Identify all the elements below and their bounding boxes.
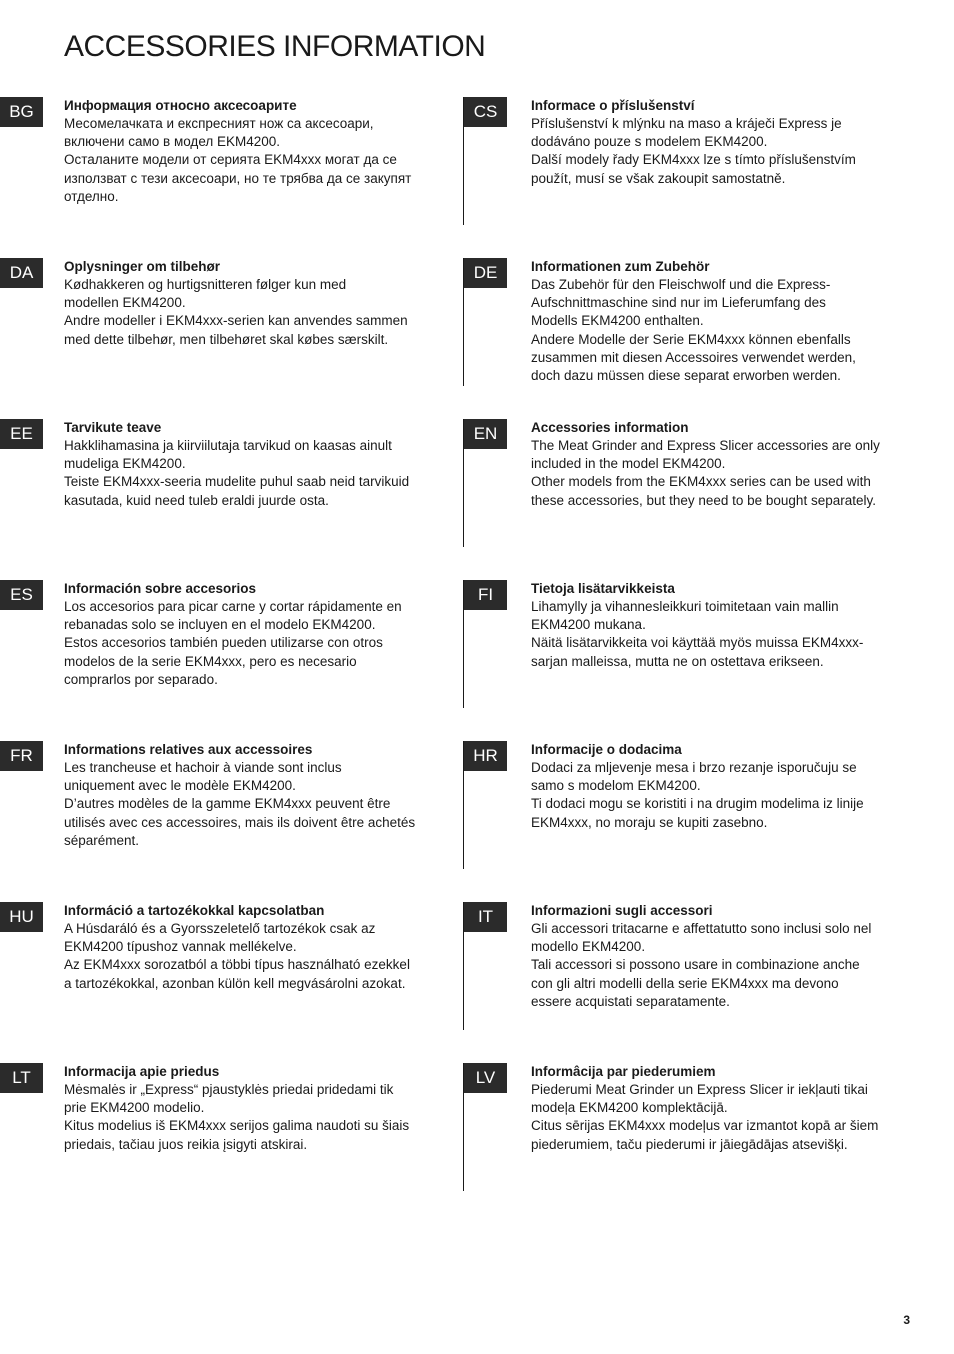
- section-hu: [9, 902, 484, 993]
- language-code-badge: HU: [0, 902, 43, 932]
- section-heading: Informace o příslušenství: [531, 98, 695, 113]
- section-lv: [475, 1063, 951, 1154]
- language-code-badge: LT: [0, 1063, 43, 1093]
- section-body: Gli accessori tritacarne e affettatutto sono inclusi solo nel modello EKM4200. Tali accessori si possono usare in combinazione anche con gli altri modelli della serie EKM4xxx ma devono essere acquistati separatamente.: [531, 921, 872, 1009]
- section-heading: Tietoja lisätarvikkeista: [531, 581, 675, 596]
- section-heading: Accessories information: [531, 420, 689, 435]
- section-body: Dodaci za mljevenje mesa i brzo rezanje isporučuju se samo s modelom EKM4200. Ti dodaci mogu se koristiti i na drugim modelima iz linije EKM4xxx, no moraju se kupiti zasebno.: [531, 760, 864, 830]
- section-es: [10, 580, 484, 689]
- section-lt: [12, 1063, 484, 1154]
- section-body: The Meat Grinder and Express Slicer accessories are only included in the model EKM4200. Other models from the EKM4xxx series can be used with these accessories, but they need to be bought separately.: [531, 438, 880, 508]
- section-body: Los accesorios para picar carne y cortar rápidamente en rebanadas solo se incluyen en el modelo EKM4200. Estos accesorios también pueden utilizarse con otros modelos de la serie EKM4xxx, pero es necesario comprarlos por separado.: [64, 599, 402, 687]
- section-ee: [10, 419, 484, 510]
- section-heading: Informacija apie priedus: [64, 1064, 220, 1079]
- section-fi: [477, 580, 951, 671]
- section-heading: Informacije o dodacima: [531, 742, 682, 757]
- page-title: ACCESSORIES INFORMATION: [64, 30, 486, 63]
- section-body: Les trancheuse et hachoir à viande sont inclus uniquement avec le modèle EKM4200. D’autres modèles de la gamme EKM4xxx peuvent être utilisés avec ces accessoires, mais ils doivent être achetés séparément.: [64, 760, 416, 848]
- section-heading: Informâcija par piederumiem: [531, 1064, 716, 1079]
- section-cs: [473, 97, 951, 188]
- language-code-badge: EN: [464, 419, 507, 449]
- language-code-badge: EE: [0, 419, 43, 449]
- section-heading: Informazioni sugli accessori: [531, 903, 713, 918]
- language-code-badge: LV: [464, 1063, 507, 1093]
- section-bg: [9, 97, 484, 206]
- section-it: [477, 902, 951, 1011]
- section-heading: Informationen zum Zubehör: [531, 259, 710, 274]
- section-heading: Informations relatives aux accessoires: [64, 742, 313, 757]
- section-fr: [10, 741, 484, 850]
- section-heading: Información sobre accesorios: [64, 581, 257, 596]
- section-body: Mėsmalės ir „Express“ pjaustyklės priedai pridedami tik prie EKM4200 modelio. Kitus modelius iš EKM4xxx serijos galima naudoti su šiais priedais, tačiau juos reikia įsigyti atskirai.: [64, 1082, 410, 1152]
- section-body: Месомелачката и експресният нож са аксесоари, включени само в модел EKM4200. Осталаните модели от серията EKM4xxx могат да се използват с тези аксесоари, но те трябва да се закупят отделно.: [64, 116, 412, 204]
- section-heading: Tarvikute teave: [64, 420, 162, 435]
- language-code-badge: FR: [0, 741, 43, 771]
- section-hr: [473, 741, 951, 832]
- section-body: Hakklihamasina ja kiirviilutaja tarvikud on kaasas ainult mudeliga EKM4200. Teiste EKM4xxx-seeria mudelite puhul saab neid tarvikuid kasutada, kuid need tuleb eraldi juurde osta.: [64, 438, 410, 508]
- language-code-badge: DA: [0, 258, 43, 288]
- section-body: Das Zubehör für den Fleischwolf und die Express- Aufschnittmaschine sind nur im Lieferumfang des Modells EKM4200 enthalten. Andere Modelle der Serie EKM4xxx können ebenfalls zusammen mit diesen Accessoires verwendet werden, doch dazu müssen diese separat erworben werden.: [531, 277, 856, 384]
- section-heading: Információ a tartozékokkal kapcsolatban: [64, 903, 325, 918]
- section-body: Lihamylly ja vihannesleikkuri toimitetaan vain mallin EKM4200 mukana. Näitä lisätarvikkeita voi käyttää myös muissa EKM4xxx- sarjan malleissa, mutta ne on ostettava erikseen.: [531, 599, 864, 669]
- section-en: [473, 419, 951, 510]
- language-code-badge: CS: [464, 97, 507, 127]
- section-body: Příslušenství k mlýnku na maso a kráječi Express je dodáváno pouze s modelem EKM4200. Další modely řady EKM4xxx lze s tímto příslušenstvím použít, musí se však zakoupit samostatně.: [531, 116, 856, 186]
- language-code-badge: DE: [464, 258, 507, 288]
- language-code-badge: BG: [0, 97, 43, 127]
- section-body: Piederumi Meat Grinder un Express Slicer ir iekļauti tikai modeļa EKM4200 komplektācijā. Citus sērijas EKM4xxx modeļus var izmantot kopā ar šiem piederumiem, taču piederumi ir jāiegādājas atsevišķi.: [531, 1082, 879, 1152]
- section-body: A Húsdaráló és a Gyorsszeletelő tartozékok csak az EKM4200 típushoz vannak mellékelve. Az EKM4xxx sorozatból a többi típus használható ezekkel a tartozékokkal, azonban külön kell megvásárolni azokat.: [64, 921, 410, 991]
- page-number: 3: [903, 1313, 910, 1327]
- section-de: [473, 258, 951, 385]
- language-code-badge: FI: [464, 580, 507, 610]
- language-code-badge: IT: [464, 902, 507, 932]
- language-code-badge: HR: [464, 741, 507, 771]
- section-body: Kødhakkeren og hurtigsnitteren følger kun med modellen EKM4200. Andre modeller i EKM4xxx-serien kan anvendes sammen med dette tilbehør, men tilbehøret skal købes særskilt.: [64, 277, 408, 347]
- section-heading: Oplysninger om tilbehør: [64, 259, 221, 274]
- language-code-badge: ES: [0, 580, 43, 610]
- section-da: [9, 258, 484, 349]
- section-heading: Информация относно аксесоарите: [64, 98, 297, 113]
